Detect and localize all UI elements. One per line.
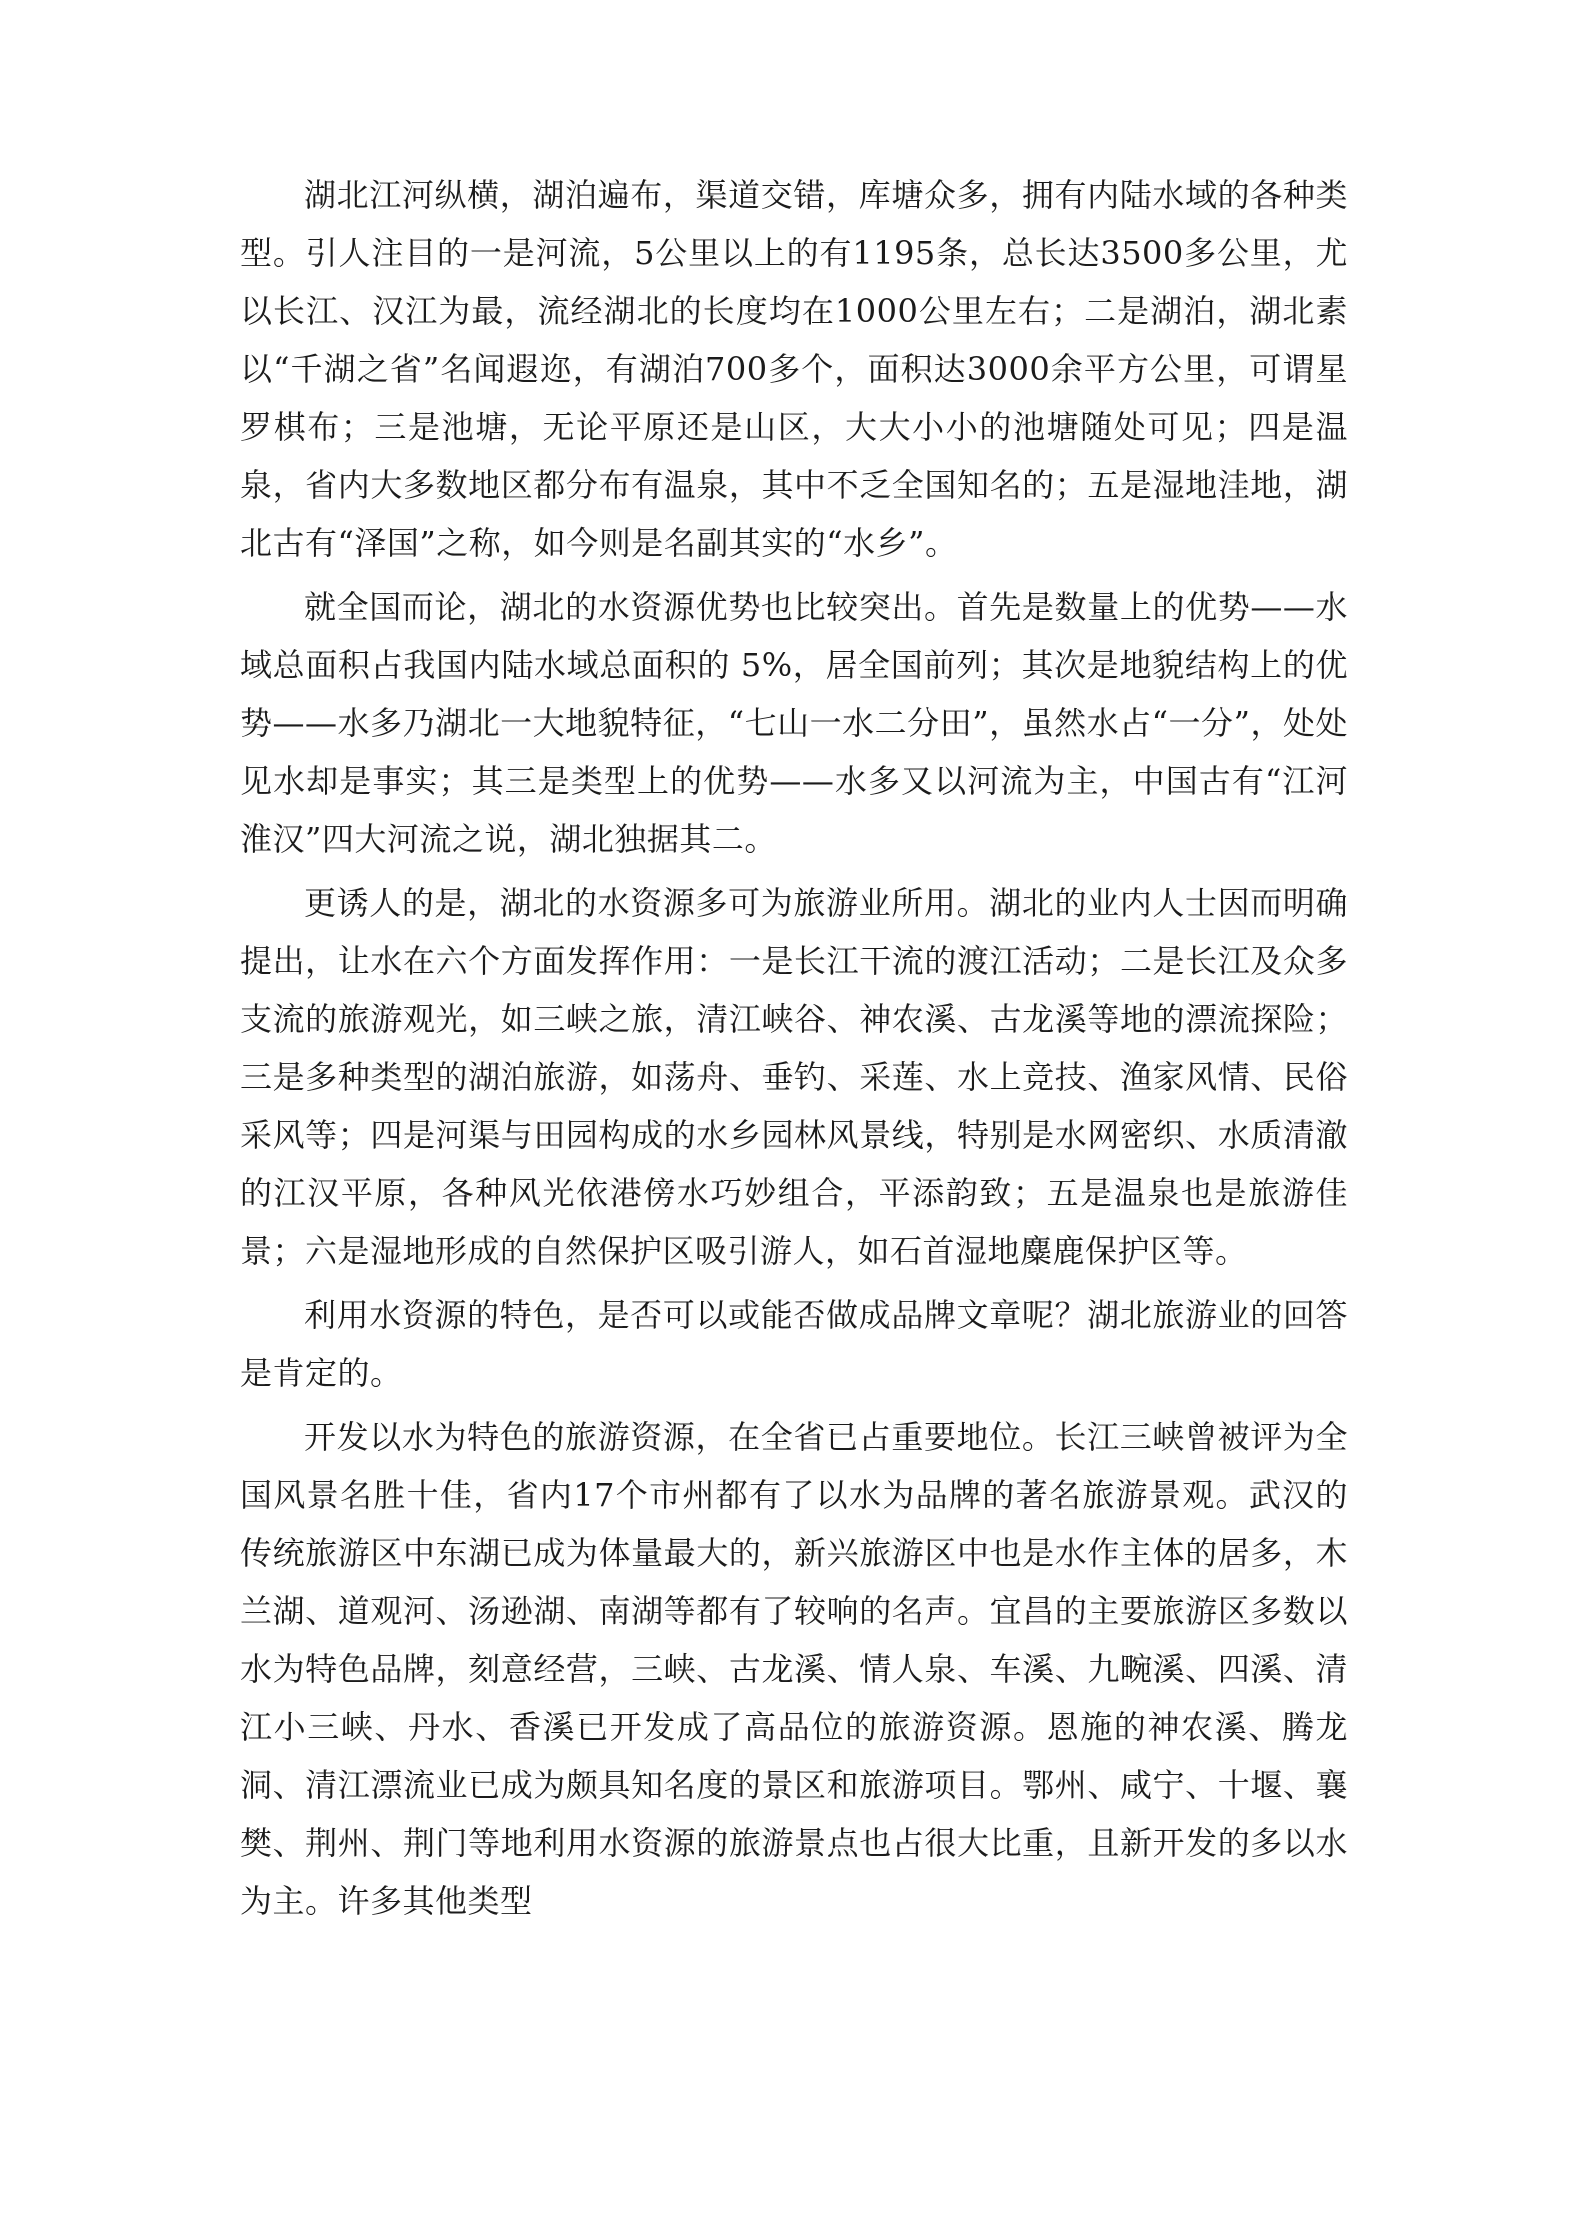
paragraph-2: 就全国而论，湖北的水资源优势也比较突出。首先是数量上的优势——水域总面积占我国内陆水域总面积的 5%，居全国前列；其次是地貌结构上的优势——水多乃湖北一大地貌特征，“七山一水二分田”，虽然水占“一分”，处处见水却是事实；其三是类型上的优势——水多又以河流为主，中国古有“江河淮汉”四大河流之说，湖北独据其二。 <box>240 588 1348 858</box>
paragraph-5: 开发以水为特色的旅游资源，在全省已占重要地位。长江三峡曾被评为全国风景名胜十佳，省内17个市州都有了以水为品牌的著名旅游景观。武汉的传统旅游区中东湖已成为体量最大的，新兴旅游区中也是水作主体的居多，木兰湖、道观河、汤逊湖、南湖等都有了较响的名声。宜昌的主要旅游区多数以水为特色品牌，刻意经营，三峡、古龙溪、情人泉、车溪、九畹溪、四溪、清江小三峡、丹水、香溪已开发成了高品位的旅游资源。恩施的神农溪、腾龙洞、清江漂流业已成为颇具知名度的景区和旅游项目。鄂州、咸宁、十堰、襄樊、荆州、荆门等地利用水资源的旅游景点也占很大比重，且新开发的多以水为主。许多其他类型 <box>240 1418 1348 1920</box>
paragraph-3: 更诱人的是，湖北的水资源多可为旅游业所用。湖北的业内人士因而明确提出，让水在六个方面发挥作用：一是长江干流的渡江活动；二是长江及众多支流的旅游观光，如三峡之旅，清江峡谷、神农溪、古龙溪等地的漂流探险；三是多种类型的湖泊旅游，如荡舟、垂钓、采莲、水上竞技、渔家风情、民俗采风等；四是河渠与田园构成的水乡园林风景线，特别是水网密织、水质清澈的江汉平原，各种风光依港傍水巧妙组合，平添韵致；五是温泉也是旅游佳景；六是湿地形成的自然保护区吸引游人，如石首湿地麋鹿保护区等。 <box>240 884 1348 1270</box>
paragraph-4: 利用水资源的特色，是否可以或能否做成品牌文章呢？湖北旅游业的回答是肯定的。 <box>240 1296 1348 1392</box>
paragraph-1: 湖北江河纵横，湖泊遍布，渠道交错，库塘众多，拥有内陆水域的各种类型。引人注目的一是河流，5公里以上的有1195条，总长达3500多公里，尤以长江、汉江为最，流经湖北的长度均在1000公里左右；二是湖泊，湖北素以“千湖之省”名闻遐迩，有湖泊700多个，面积达3000余平方公里，可谓星罗棋布；三是池塘，无论平原还是山区，大大小小的池塘随处可见；四是温泉，省内大多数地区都分布有温泉，其中不乏全国知名的；五是湿地洼地，湖北古有“泽国”之称，如今则是名副其实的“水乡”。 <box>240 176 1348 562</box>
body-text <box>240 166 1348 1936</box>
